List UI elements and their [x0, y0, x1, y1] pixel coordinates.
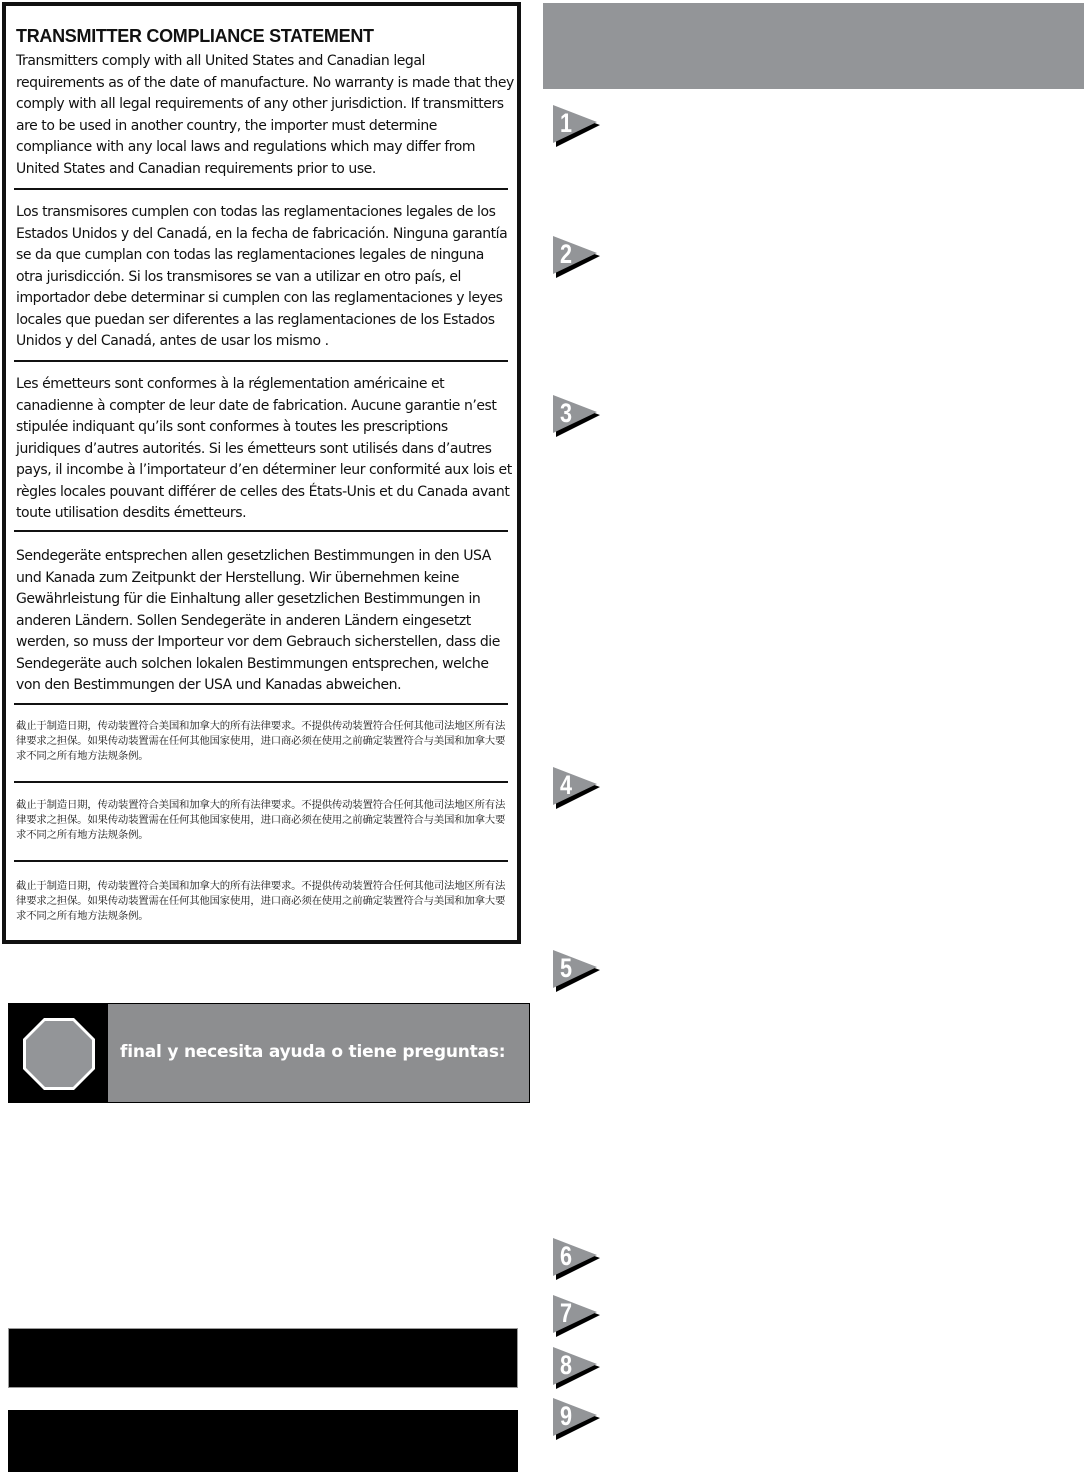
section-divider [14, 530, 508, 532]
step-number: 3 [559, 398, 573, 428]
step-3-badge [552, 390, 600, 438]
compliance-paragraph-spanish: Los transmisores cumplen con todas las reglamentaciones legales de los Estados Unidos y del Canadá, en la fecha de fabricación. Ninguna garantía se da que cumplan con todas las reglamentaciones legales de ninguna otra jurisdicción. Si los transmisores se van a utilizar en otro país, el importador debe determinar si cumplen con las reglamentaciones y leyes locales que puedan ser diferentes a las reglamentaciones de los Estados Unidos y del Canadá, antes de usar los mismo . [16, 204, 508, 349]
step-1-badge [552, 100, 600, 148]
compliance-paragraph-chinese: 截止于制造日期，传动装置符合美国和加拿大的所有法律要求。不提供传动装置符合任何其他司法地区所有法律要求之担保。如果传动装置需在任何其他国家使用，进口商必须在使用之前确定装置符合与美国和加拿大要求不同之所有地方法规条例。 [16, 799, 506, 841]
step-number: 4 [559, 770, 573, 800]
step-5-badge [552, 945, 600, 993]
compliance-paragraph-chinese: 截止于制造日期，传动装置符合美国和加拿大的所有法律要求。不提供传动装置符合任何其他司法地区所有法律要求之担保。如果传动装置需在任何其他国家使用，进口商必须在使用之前确定装置符合与美国和加拿大要求不同之所有地方法规条例。 [16, 720, 506, 762]
step-number: 7 [559, 1298, 573, 1328]
step-number: 5 [559, 953, 573, 983]
black-bar [8, 1410, 518, 1472]
help-banner-text: final y necesita ayuda o tiene preguntas: [120, 1042, 506, 1062]
compliance-paragraph-german: Sendegeräte entsprechen allen gesetzlichen Bestimmungen in den USA und Kanada zum Zeitpunkt der Herstellung. Wir übernehmen keine Gewährleistung für die Einhaltung aller gesetzlichen Bestimmungen in anderen Ländern. Sollen Sendegeräte in anderen Ländern eingesetzt werden, so muss der Importeur vor dem Gebrauch sicherstellen, dass die Sendegeräte auch solchen lokalen Bestimmungen entsprechen, welche von den Bestimmungen der USA und Kanadas abweichen. [16, 548, 500, 693]
section-divider [14, 360, 508, 362]
help-banner-panel [108, 1004, 529, 1102]
step-7-badge [552, 1290, 600, 1338]
step-number: 6 [559, 1241, 573, 1271]
step-6-badge [552, 1233, 600, 1281]
help-banner [8, 1003, 530, 1103]
section-divider [14, 860, 508, 862]
black-bar [8, 1328, 518, 1388]
compliance-paragraph-chinese: 截止于制造日期，传动装置符合美国和加拿大的所有法律要求。不提供传动装置符合任何其他司法地区所有法律要求之担保。如果传动装置需在任何其他国家使用，进口商必须在使用之前确定装置符合与美国和加拿大要求不同之所有地方法规条例。 [16, 880, 506, 922]
stop-sign-icon [22, 1017, 96, 1091]
compliance-paragraph-french: Les émetteurs sont conformes à la réglementation américaine et canadienne à compter de leur date de fabrication. Aucune garantie n’est stipulée indiquant qu’ils sont conformes à toutes les prescriptions juridiques d’autres autorités. Si les émetteurs sont utilisés dans d’autres pays, il incombe à l’importateur d’en déterminer leur conformité aux lois et règles locales pouvant différer de celles des États-Unis et du Canada avant toute utilisation desdits émetteurs. [16, 376, 512, 521]
section-divider [14, 781, 508, 783]
step-9-badge [552, 1393, 600, 1441]
compliance-title: TRANSMITTER COMPLIANCE STATEMENT [16, 26, 374, 46]
step-number: 8 [559, 1350, 573, 1380]
compliance-statement-box [2, 2, 521, 944]
section-divider [14, 188, 508, 190]
step-number: 2 [559, 239, 573, 269]
step-4-badge [552, 762, 600, 810]
section-divider [14, 703, 508, 705]
compliance-paragraph-english: Transmitters comply with all United States and Canadian legal requirements as of the date of manufacture. No warranty is made that they comply with all legal requirements of any other jurisdiction. If transmitters are to be used in another country, the importer must determine compliance with any local laws and regulations which may differ from United States and Canadian requirements prior to use. [16, 53, 514, 177]
step-number: 1 [559, 108, 573, 138]
step-8-badge [552, 1342, 600, 1390]
section-header-bar [543, 3, 1084, 89]
step-number: 9 [559, 1401, 573, 1431]
step-2-badge [552, 231, 600, 279]
